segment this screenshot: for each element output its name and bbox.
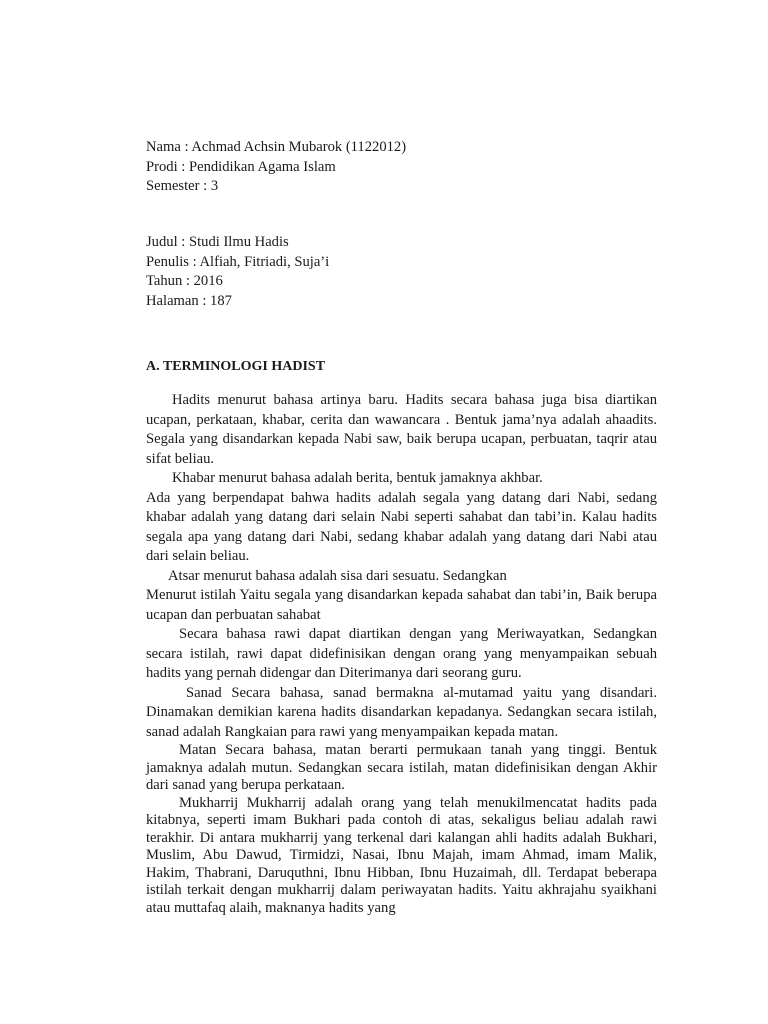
paragraph-hadits: Hadits menurut bahasa artinya baru. Hadits secara bahasa juga bisa diartikan ucapan, perkataan, khabar, cerita dan wawancara . Bentuk jama’nya adalah ahaadits. Segala yang disandarkan kepada Nabi saw, baik berupa ucapan, perbuatan, taqrir atau sifat beliau. [146, 392, 657, 467]
paragraph-rawi: Secara bahasa rawi dapat diartikan dengan yang Meriwayatkan, Sedangkan secara istilah, rawi dapat didefinisikan dengan orang yang menyampaikan sebuah hadits yang pernah didengar dan Diterimanya dari seorang guru. [146, 626, 657, 681]
book-year: Tahun : 2016 [146, 273, 223, 289]
section-heading: A. TERMINOLOGI HADIST [146, 359, 326, 374]
book-authors: Penulis : Alfiah, Fitriadi, Suja’i [146, 253, 330, 270]
paragraph-atsar-istilah: Menurut istilah Yaitu segala yang disandarkan kepada sahabat dan tabi’in, Baik berupa ucapan dan perbuatan sahabat [146, 587, 657, 623]
study-program: Prodi : Pendidikan Agama Islam [146, 158, 336, 175]
paragraph-sanad: Sanad Secara bahasa, sanad bermakna al-mutamad yaitu yang disandari. Dinamakan demikian karena hadits disandarkan kepadanya. Sedangkan secara istilah, sanad adalah Rangkaian para rawi yang menyampaikan kepada matan. [146, 684, 657, 740]
book-pages: Halaman : 187 [146, 292, 232, 309]
identity-block [146, 138, 406, 197]
student-name: Nama : Achmad Achsin Mubarok (1122012) [146, 139, 407, 155]
paragraph-hadits-khabar: Ada yang berpendapat bahwa hadits adalah segala yang datang dari Nabi, sedang khabar adalah yang datang dari selain Nabi seperti sahabat dan tabi’in. Kalau hadits segala apa yang datang dari Nabi, sedang khabar adalah yang datang dari Nabi atau dari selain beliau. [146, 489, 657, 564]
paragraph-khabar: Khabar menurut bahasa adalah berita, bentuk jamaknya akhbar. [172, 470, 543, 486]
paragraph-matan: Matan Secara bahasa, matan berarti permukaan tanah yang tinggi. Bentuk jamaknya adalah mutun. Sedangkan secara istilah, matan didefinisikan dengan Akhir dari sanad yang berupa perkataan. [146, 742, 657, 793]
book-title: Judul : Studi Ilmu Hadis [146, 234, 289, 250]
section-body [146, 391, 657, 917]
paragraph-atsar: Atsar menurut bahasa adalah sisa dari sesuatu. Sedangkan [168, 567, 507, 584]
book-info-block [146, 233, 329, 311]
paragraph-mukharrij: Mukharrij Mukharrij adalah orang yang telah menukilmencatat hadits pada kitabnya, seperti imam Bukhari pada contoh di atas, sekaligus beliau adalah rawi terakhir. Di antara mukharrij yang terkenal dari kalangan ahli hadits adalah Bukhari, Muslim, Abu Dawud, Tirmidzi, Nasai, Ibnu Majah, imam Ahmad, imam Malik, Hakim, Thabrani, Daruquthni, Ibnu Hibban, Ibnu Huzaimah, dll. Terdapat beberapa istilah terkait dengan mukharrij dalam periwayatan hadits. Yaitu akhrajahu syaikhani atau muttafaq alaih, maknanya hadits yang [146, 794, 657, 916]
semester: Semester : 3 [146, 178, 219, 194]
